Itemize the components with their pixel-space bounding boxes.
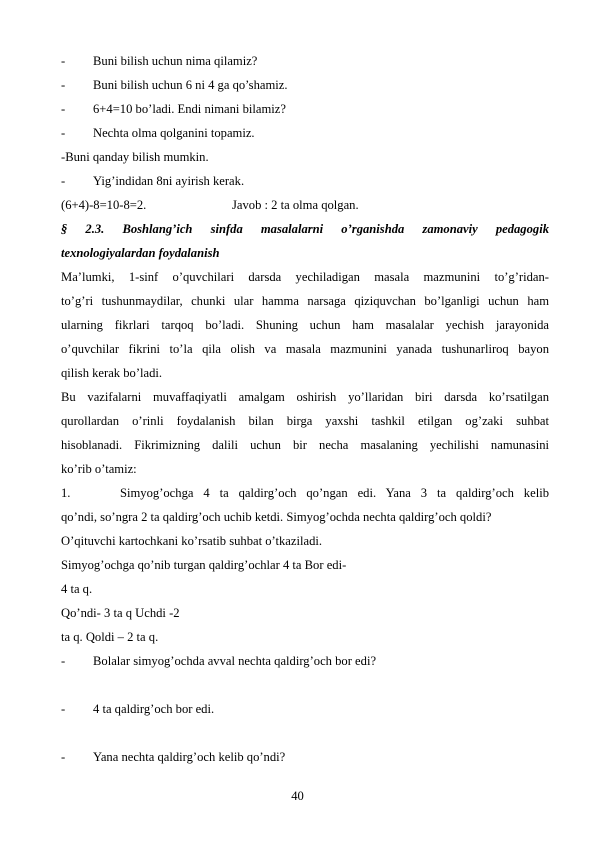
text-line: O’qituvchi kartochkani ko’rsatib suhbat o’tkaziladi.	[61, 534, 323, 548]
equation-text: (6+4)-8=10-8=2.	[61, 198, 147, 212]
answer-text: Javob : 2 ta olma qolgan.	[232, 198, 359, 212]
section-title-line: texnologiyalardan foydalanish	[61, 246, 220, 260]
list-dash: -	[61, 750, 66, 764]
problem-number: 1.	[61, 486, 71, 500]
paragraph-line: ko’rib o’tamiz:	[61, 462, 137, 476]
list-dash: -	[61, 702, 66, 716]
list-dash: -	[61, 174, 66, 188]
list-item-text: Yig’indidan 8ni ayirish kerak.	[93, 174, 245, 188]
list-dash: -	[61, 102, 66, 116]
list-item-text: Buni bilish uchun nima qilamiz?	[93, 54, 258, 68]
problem-text-line: Simyog’ochga 4 ta qaldirg’och qo’ngan edi. Yana 3 ta qaldirg’och kelib	[120, 486, 549, 500]
list-item-text: 4 ta qaldirg’och bor edi.	[93, 702, 215, 716]
list-item-text: Bolalar simyog’ochda avval nechta qaldirg’och bor edi?	[93, 654, 377, 668]
paragraph-line: o’quvchilar fikrini to’la qila olish va masala mazmunini yanada tushunarliroq bayon	[61, 342, 549, 356]
text-line: -Buni qanday bilish mumkin.	[61, 150, 209, 164]
paragraph-line: hisoblanadi. Fikrimizning dalili uchun bir necha masalaning yechilishi namunasini	[61, 438, 549, 452]
paragraph-line: Bu vazifalarni muvaffaqiyatli amalgam oshirish yo’llaridan biri darsda ko’rsatilgan	[61, 390, 549, 404]
page-number: 40	[291, 789, 304, 803]
list-dash: -	[61, 78, 66, 92]
section-title-line: § 2.3. Boshlang’ich sinfda masalalarni o’rganishda zamonaviy pedagogik	[61, 222, 549, 236]
paragraph-line: Ma’lumki, 1-sinf o’quvchilari darsda yechiladigan masala mazmunini to’g’ridan-	[61, 270, 549, 284]
paragraph-line: ularning fikrlari tarqoq bo’ladi. Shuning uchun ham masalalar yechish jarayonida	[61, 318, 549, 332]
text-line: Simyog’ochga qo’nib turgan qaldirg’ochlar 4 ta Bor edi-	[61, 558, 347, 572]
problem-text-line: qo’ndi, so’ngra 2 ta qaldirg’och uchib ketdi. Simyog’ochda nechta qaldirg’och qoldi?	[61, 510, 492, 524]
list-item-text: 6+4=10 bo’ladi. Endi nimani bilamiz?	[93, 102, 286, 116]
list-item-text: Yana nechta qaldirg’och kelib qo’ndi?	[93, 750, 286, 764]
list-dash: -	[61, 126, 66, 140]
text-line: 4 ta q.	[61, 582, 93, 596]
paragraph-line: to’g’ri tushunmaydilar, chunki ular hamma narsaga qiziquvchan bo’lganligi uchun ham	[61, 294, 549, 308]
paragraph-line: qurollardan o’rinli foydalanish bilan birga yaxshi tashkil etilgan og’zaki suhbat	[61, 414, 549, 428]
paragraph-line: qilish kerak bo’ladi.	[61, 366, 163, 380]
text-line: Qo’ndi- 3 ta q Uchdi -2	[61, 606, 180, 620]
list-item-text: Nechta olma qolganini topamiz.	[93, 126, 255, 140]
list-dash: -	[61, 54, 66, 68]
text-line: ta q. Qoldi – 2 ta q.	[61, 630, 159, 644]
list-item-text: Buni bilish uchun 6 ni 4 ga qo’shamiz.	[93, 78, 288, 92]
list-dash: -	[61, 654, 66, 668]
